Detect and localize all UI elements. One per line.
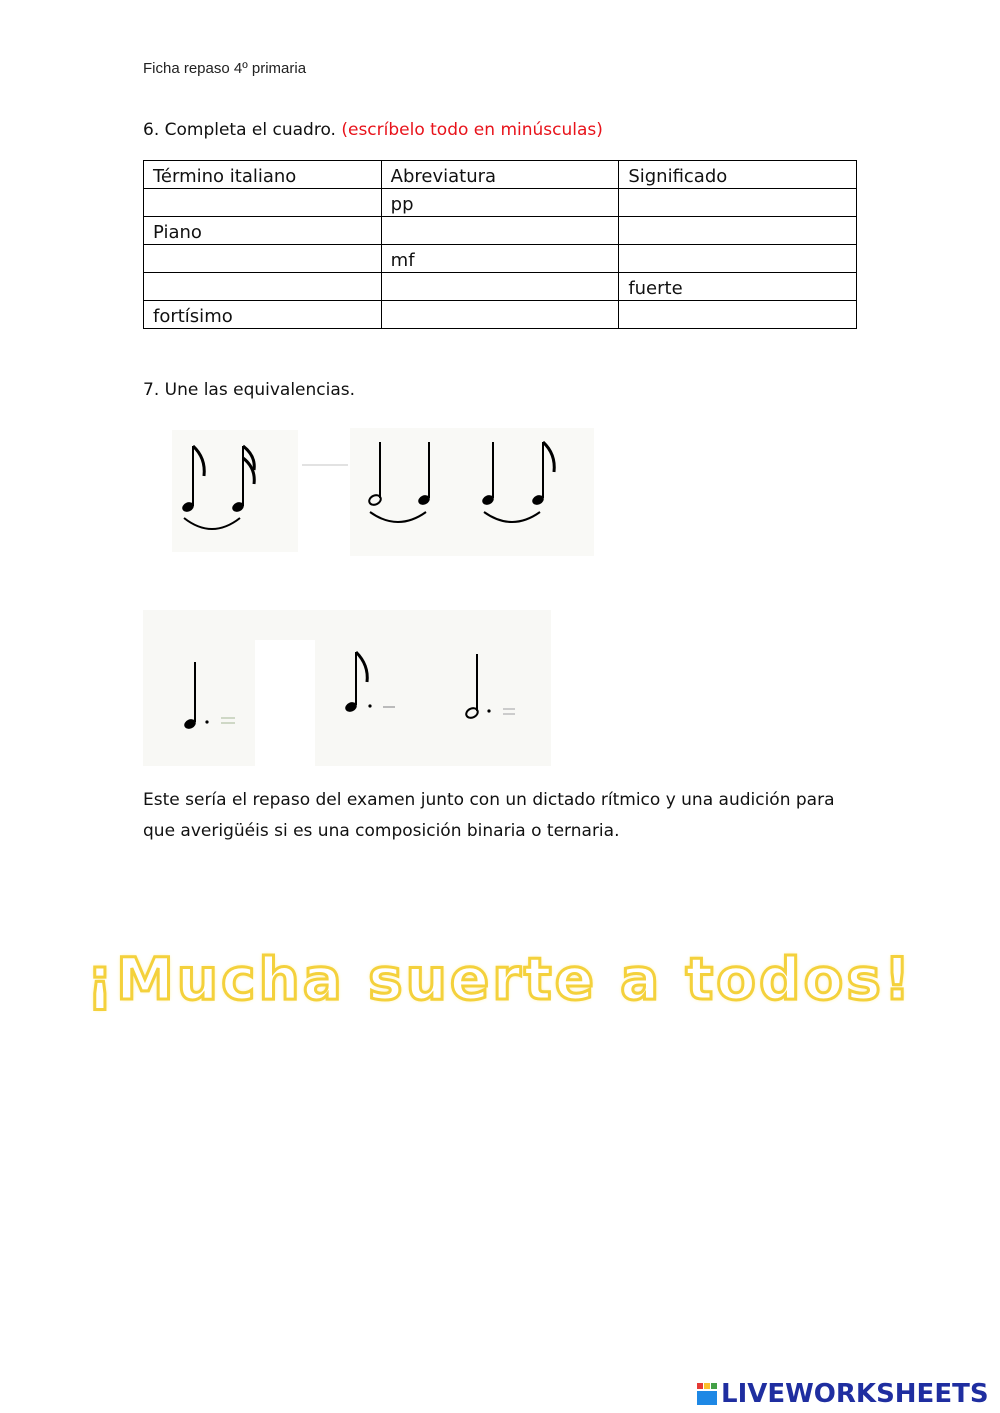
question-7-prompt: 7. Une las equivalencias. — [143, 380, 356, 400]
column-header: Término italiano — [144, 161, 382, 189]
table-cell[interactable] — [381, 217, 619, 245]
table-cell[interactable]: fuerte — [619, 273, 857, 301]
liveworksheets-logo-text: LIVEWORKSHEETS — [721, 1379, 989, 1409]
table-row — [144, 189, 857, 217]
table-cell[interactable] — [619, 217, 857, 245]
note-images-bottom-row — [143, 610, 553, 768]
question-6-instruction: (escríbelo todo en minúsculas) — [341, 120, 603, 140]
table-row — [144, 217, 857, 245]
question-6-prompt: 6. Completa el cuadro. — [143, 120, 336, 140]
page-header: Ficha repaso 4º primaria — [143, 60, 307, 77]
table-row — [144, 301, 857, 329]
table-cell[interactable]: mf — [381, 245, 619, 273]
table-cell[interactable]: fortísimo — [144, 301, 382, 329]
table-cell[interactable] — [381, 301, 619, 329]
table-row — [144, 245, 857, 273]
table-cell[interactable] — [619, 189, 857, 217]
note-images-top-row — [172, 428, 597, 558]
table-cell[interactable] — [619, 301, 857, 329]
liveworksheets-logo-icon — [697, 1381, 719, 1407]
column-header: Abreviatura — [381, 161, 619, 189]
table-row — [144, 273, 857, 301]
table-cell[interactable]: Piano — [144, 217, 382, 245]
table-cell[interactable] — [144, 189, 382, 217]
dynamics-table — [143, 160, 857, 329]
table-header-row — [144, 161, 857, 189]
table-cell[interactable] — [381, 273, 619, 301]
table-cell[interactable] — [144, 245, 382, 273]
question-6 — [143, 120, 603, 140]
liveworksheets-logo[interactable] — [697, 1378, 989, 1410]
table-cell[interactable] — [619, 245, 857, 273]
review-paragraph: Este sería el repaso del examen junto con un dictado rítmico y una audición para que averigüéis si es una composición binaria o ternaria. — [143, 790, 835, 841]
table-cell[interactable] — [144, 273, 382, 301]
table-cell[interactable]: pp — [381, 189, 619, 217]
column-header: Significado — [619, 161, 857, 189]
good-luck-banner: ¡Mucha suerte a todos! — [86, 945, 914, 1013]
